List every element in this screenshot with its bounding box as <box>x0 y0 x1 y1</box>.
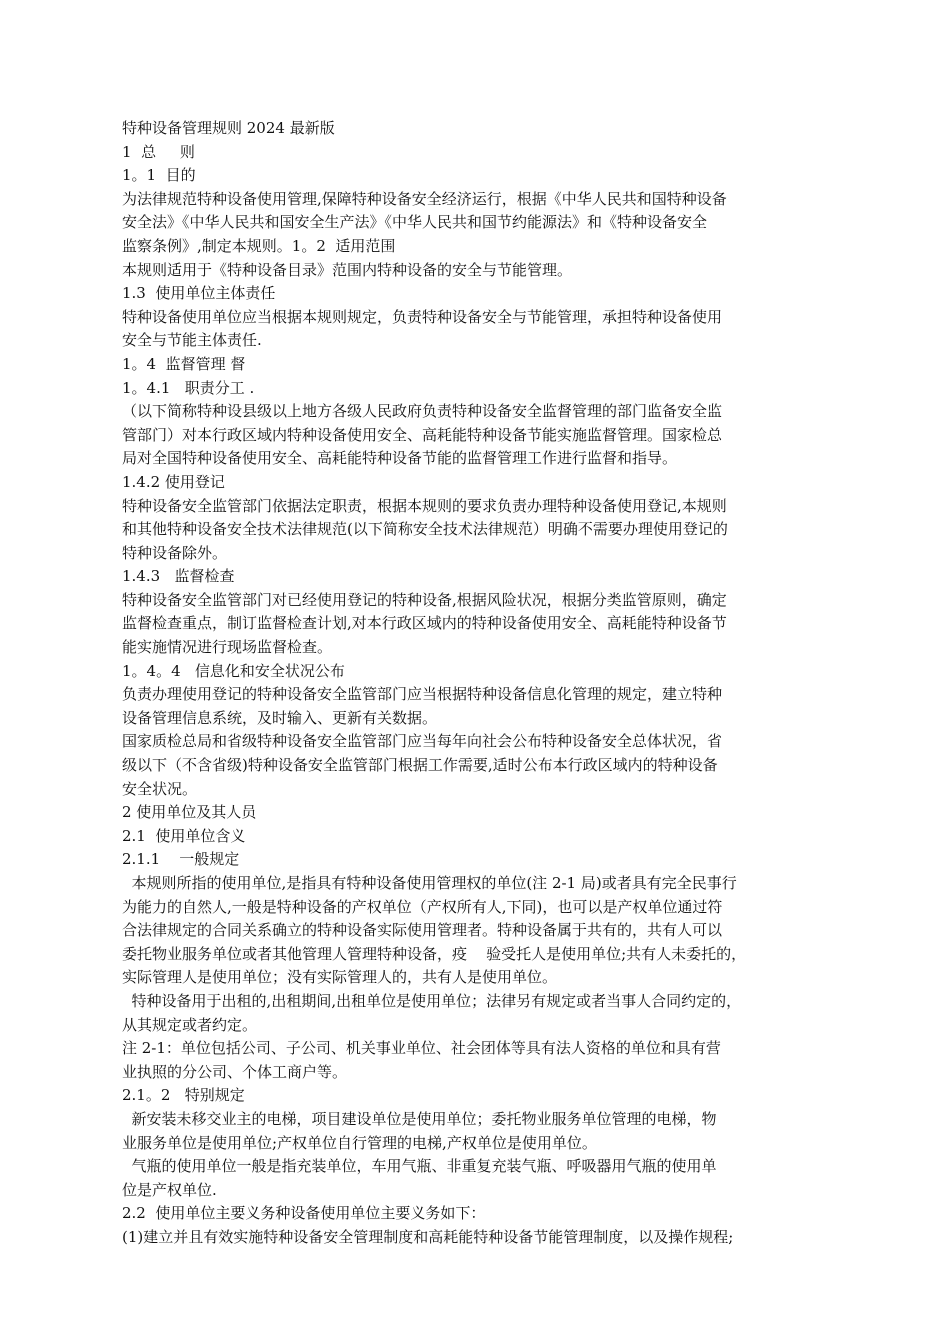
paragraph-line: 特种设备使用单位应当根据本规则规定，负责特种设备安全与节能管理，承担特种设备使用 <box>122 307 723 326</box>
note-line: 业执照的分公司、个体工商户等。 <box>122 1062 348 1081</box>
note-line: 注 2-1：单位包括公司、子公司、机关事业单位、社会团体等具有法人资格的单位和具有营 <box>122 1039 721 1058</box>
paragraph-line: 特种设备除外。 <box>122 543 228 562</box>
paragraph-line: 实际管理人是使用单位；没有实际管理人的，共有人是使用单位。 <box>122 968 558 987</box>
paragraph-line: 和其他特种设备安全技术法律规范(以下简称安全技术法律规范）明确不需要办理使用登记的 <box>122 520 728 539</box>
paragraph-line: 国家质检总局和省级特种设备安全监管部门应当每年向社会公布特种设备安全总体状况，省 <box>122 732 723 751</box>
document-title: 特种设备管理规则 2024 最新版 <box>122 119 335 137</box>
list-item: (1)建立并且有效实施特种设备安全管理制度和高耗能特种设备节能管理制度，以及操作规程; <box>122 1227 734 1246</box>
paragraph-line: 本规则所指的使用单位,是指具有特种设备使用管理权的单位(注 2-1 局)或者具有完全民事行 <box>122 874 737 892</box>
paragraph-line: 为能力的自然人,一般是特种设备的产权单位（产权所有人,下同)，也可以是产权单位通过符 <box>122 897 723 916</box>
paragraph-line: 特种设备安全监管部门依据法定职责，根据本规则的要求负责办理特种设备使用登记,本规则 <box>122 496 727 515</box>
paragraph-line: 委托物业服务单位或者其他管理人管理特种设备，疫 验受托人是使用单位;共有人未委托的， <box>122 944 747 963</box>
paragraph-line: 负责办理使用登记的特种设备安全监管部门应当根据特种设备信息化管理的规定，建立特种 <box>122 685 723 704</box>
section-heading: 2 使用单位及其人员 <box>122 803 257 822</box>
paragraph-line: 安全与节能主体责任. <box>122 331 262 350</box>
section-heading: 1.3 使用单位主体责任 <box>122 284 276 303</box>
section-heading: 2.1.1 一般规定 <box>122 850 240 869</box>
paragraph-line: 特种设备安全监管部门对已经使用登记的特种设备,根据风险状况，根据分类监管原则，确定 <box>122 590 727 609</box>
paragraph-line: 本规则适用于《特种设备目录》范围内特种设备的安全与节能管理。 <box>122 260 573 279</box>
paragraph-line: 为法律规范特种设备使用管理,保障特种设备安全经济运行，根据《中华人民共和国特种设备 <box>122 189 727 208</box>
paragraph-line: 合法律规定的合同关系确立的特种设备实际使用管理者。特种设备属于共有的，共有人可以 <box>122 921 723 940</box>
paragraph-line: 设备管理信息系统，及时输入、更新有关数据。 <box>122 708 438 727</box>
paragraph-line: 级以下（不含省级)特种设备安全监管部门根据工作需要,适时公布本行政区域内的特种设备 <box>122 756 718 775</box>
section-heading: 2.2 使用单位主要义务种设备使用单位主要义务如下： <box>122 1204 486 1223</box>
paragraph-line: 安全法》《中华人民共和国安全生产法》《中华人民共和国节约能源法》和《特种设备安全 <box>122 213 708 232</box>
section-heading: 1。4。4 信息化和安全状况公布 <box>122 661 345 680</box>
section-heading: 1。4 监督管理 督 <box>122 354 246 373</box>
paragraph-line: 业服务单位是使用单位;产权单位自行管理的电梯,产权单位是使用单位。 <box>122 1133 597 1152</box>
paragraph-line: 新安装未移交业主的电梯，项目建设单位是使用单位；委托物业服务单位管理的电梯，物 <box>122 1109 717 1128</box>
paragraph-line: 位是产权单位. <box>122 1180 217 1199</box>
paragraph-line: 监察条例》,制定本规则。1。2 适用范围 <box>122 236 396 255</box>
paragraph-line: 从其规定或者约定。 <box>122 1015 258 1034</box>
section-heading: 1。4.1 职责分工 . <box>122 378 255 397</box>
section-heading: 2.1。2 特别规定 <box>122 1086 245 1105</box>
paragraph-line: 安全状况。 <box>122 779 198 798</box>
section-heading: 2.1 使用单位含义 <box>122 826 246 845</box>
document-page <box>122 117 834 1250</box>
paragraph-line: 管部门）对本行政区域内特种设备使用安全、高耗能特种设备节能实施监督管理。国家检总 <box>122 425 723 444</box>
paragraph-line: 监督检查重点，制订监督检查计划,对本行政区域内的特种设备使用安全、高耗能特种设备节 <box>122 614 727 633</box>
section-heading: 1。1 目的 <box>122 166 196 185</box>
section-heading: 1.4.2 使用登记 <box>122 472 225 491</box>
paragraph-line: 气瓶的使用单位一般是指充装单位，车用气瓶、非重复充装气瓶、呼吸器用气瓶的使用单 <box>122 1157 717 1176</box>
paragraph-line: （以下简称特种设县级以上地方各级人民政府负责特种设备安全监督管理的部门监备安全监 <box>122 402 723 421</box>
paragraph-line: 特种设备用于出租的,出租期间,出租单位是使用单位；法律另有规定或者当事人合同约定的， <box>122 991 742 1010</box>
section-heading: 1 总 则 <box>122 142 195 161</box>
paragraph-line: 局对全国特种设备使用安全、高耗能特种设备节能的监督管理工作进行监督和指导。 <box>122 449 678 468</box>
paragraph-line: 能实施情况进行现场监督检查。 <box>122 638 333 657</box>
section-heading: 1.4.3 监督检查 <box>122 567 235 586</box>
